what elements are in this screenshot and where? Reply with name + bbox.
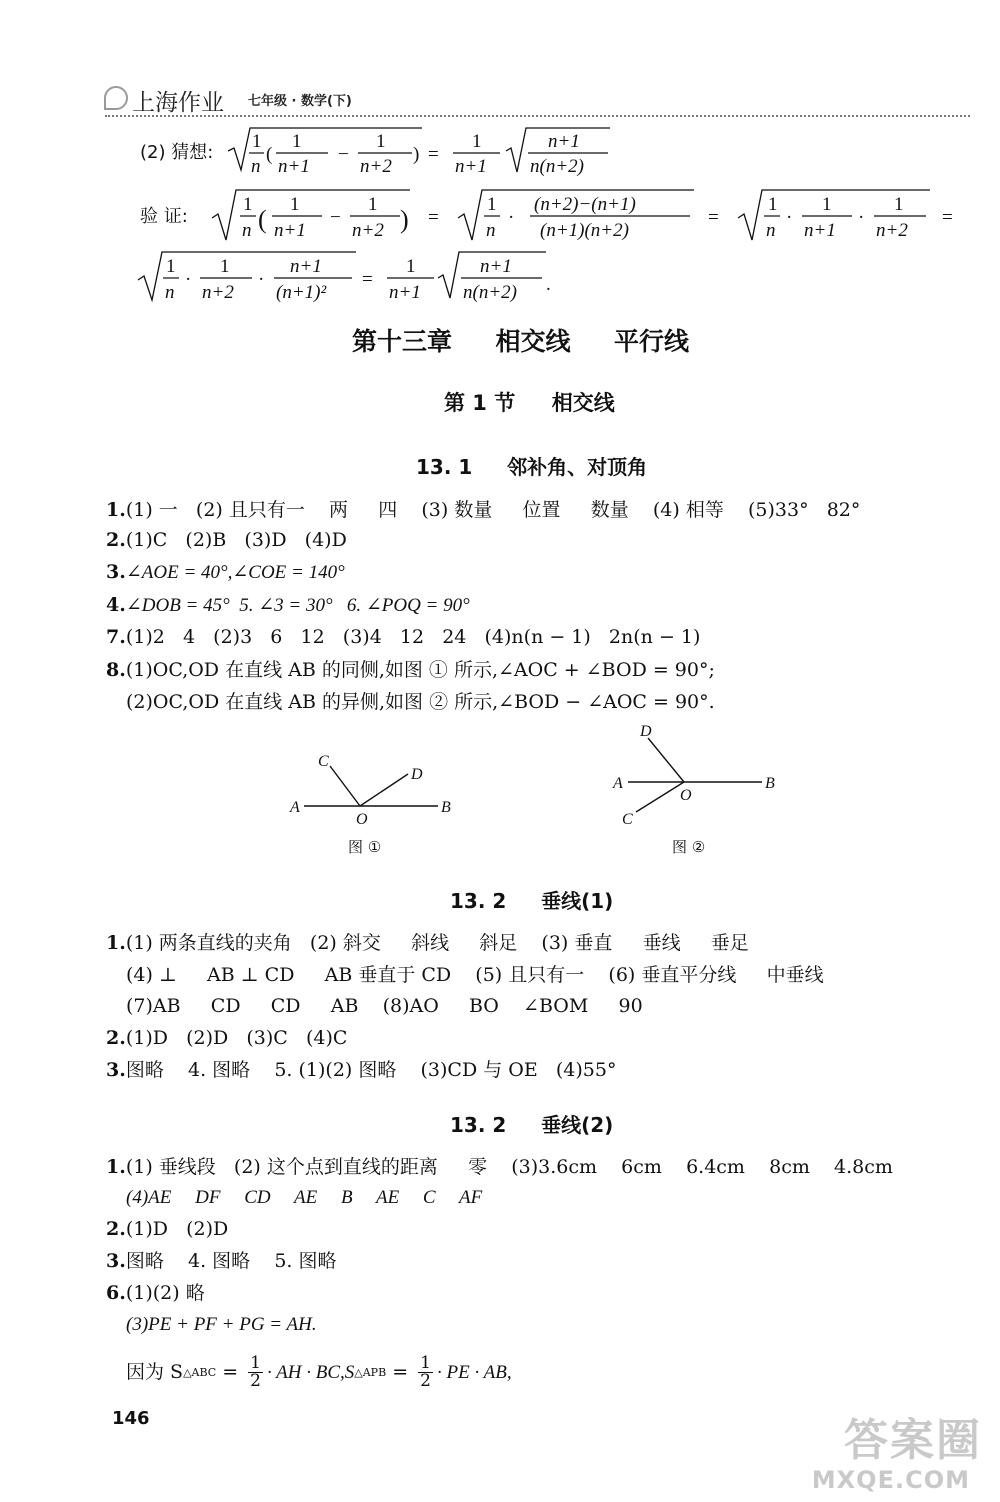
frac-num: 1	[252, 131, 262, 152]
answer-line	[106, 1029, 347, 1048]
expr-text: · AH · BC,S	[267, 1361, 355, 1383]
fig1-ray-oc	[330, 766, 360, 806]
answer-line	[106, 563, 345, 582]
dot-sign: ·	[508, 207, 515, 228]
frac-den: n+1	[804, 220, 836, 241]
answer-line-area	[126, 1350, 512, 1394]
equals-sign: =	[428, 207, 439, 228]
item-number: 6.	[106, 1282, 126, 1304]
frac-num: 1	[894, 194, 904, 215]
minus-sign: −	[330, 207, 341, 228]
period: .	[546, 274, 551, 295]
frac-num: 1	[166, 256, 176, 277]
dot-sign: ·	[185, 269, 192, 290]
equals-sign: =	[942, 207, 953, 228]
frac-den: n+2	[352, 220, 384, 241]
paren-close: )	[400, 205, 409, 234]
item-text: (1) 两条直线的夹角 (2) 斜交 斜线 斜足 (3) 垂直 垂线 垂足	[125, 932, 749, 954]
frac-num: 1	[420, 1352, 431, 1373]
frac-den: (n+1)²	[276, 282, 327, 303]
equals-sign: =	[362, 269, 373, 290]
answer-line	[106, 1158, 893, 1177]
item-text: (1) 一 (2) 且只有一 两 四 (3) 数量 位置 数量 (4) 相等 (5)33° 82°	[125, 499, 861, 521]
frac-num: 1	[822, 194, 832, 215]
item-text: (1)D (2)D	[125, 1218, 229, 1240]
frac-den: n	[486, 220, 496, 241]
frac-den: 2	[250, 1370, 261, 1391]
subscript: △ABC	[183, 1365, 217, 1379]
frac-num: 1	[376, 131, 386, 152]
fig1-caption: 图 ①	[348, 838, 382, 856]
answer-line	[126, 997, 643, 1016]
watermark-logo: 答案圈	[844, 1415, 982, 1466]
equals-sign: =	[428, 144, 439, 165]
fig1-label-d: D	[411, 766, 423, 783]
item-text: (1)D (2)D (3)C (4)C	[125, 1027, 348, 1049]
header-logo-text: 上海作业	[132, 90, 224, 116]
frac-den: n	[242, 220, 252, 241]
item-text: (1)C (2)B (3)D (4)D	[125, 529, 347, 551]
subsection-title-13-2-1: 13. 2 垂线(1)	[450, 889, 614, 913]
because-text: 因为 S	[126, 1360, 184, 1383]
frac-den: n+2	[876, 220, 908, 241]
answer-line	[106, 501, 860, 520]
answer-line	[106, 934, 749, 953]
item-number: 1.	[106, 1156, 126, 1178]
item-text: (4) ⊥ AB ⊥ CD AB 垂直于 CD (5) 且只有一 (6) 垂直平分线 中垂线	[126, 964, 824, 986]
fig2-ray-oc	[636, 782, 684, 812]
guess-label: (2) 猜想:	[140, 142, 214, 163]
frac-num: 1	[243, 194, 253, 215]
frac-den: n	[766, 220, 776, 241]
answer-line	[126, 693, 715, 712]
fig1-label-b: B	[441, 799, 451, 816]
frac-den: n+1	[389, 282, 421, 303]
item-number: 1.	[106, 932, 126, 954]
frac-num: 1	[406, 256, 416, 277]
answer-line	[106, 1061, 616, 1080]
item-number: 2.	[106, 1027, 126, 1049]
frac-den: n	[251, 156, 261, 177]
item-text: (7)AB CD CD AB (8)AO BO ∠BOM 90	[126, 995, 643, 1017]
answer-line	[106, 1252, 337, 1271]
frac-num: 1	[487, 194, 497, 215]
fig2-ray-od	[648, 738, 684, 782]
watermark-url: MXQE.COM	[811, 1466, 970, 1494]
fig2-label-a: A	[613, 775, 623, 792]
item-text: (3)PE + PF + PG = AH.	[126, 1314, 317, 1335]
item-text: ∠AOE = 40°,∠COE = 140°	[125, 562, 345, 583]
frac-num: 1	[472, 131, 482, 152]
frac-den: 2	[420, 1370, 431, 1391]
subsection-title-13-2-2: 13. 2 垂线(2)	[450, 1113, 614, 1137]
frac-num: 1	[768, 194, 778, 215]
item-text: 图略 4. 图略 5. (1)(2) 图略 (3)CD 与 OE (4)55°	[125, 1059, 617, 1081]
answer-line	[106, 661, 715, 680]
frac-num: 1	[290, 194, 300, 215]
eq-text: =	[216, 1360, 245, 1383]
frac-den: n+1	[455, 156, 487, 177]
frac-num: n+1	[480, 256, 512, 277]
item-text: ∠DOB = 45° 5. ∠3 = 30° 6. ∠POQ = 90°	[125, 595, 470, 616]
fig2-label-c: C	[622, 811, 633, 828]
answer-line	[106, 628, 700, 647]
answer-line	[106, 596, 470, 615]
item-text: (1) 垂线段 (2) 这个点到直线的距离 零 (3)3.6cm 6cm 6.4cm 8cm 4.8cm	[125, 1156, 893, 1178]
fig1-label-a: A	[290, 799, 300, 816]
answer-line	[126, 966, 824, 985]
answer-line	[126, 1315, 317, 1334]
answer-line	[106, 1220, 228, 1239]
item-text: 图略 4. 图略 5. 图略	[125, 1250, 337, 1272]
item-number: 2.	[106, 1218, 126, 1240]
fig2-label-o: O	[680, 787, 692, 804]
fig1-label-c: C	[318, 753, 329, 770]
section-title: 第 1 节 相交线	[444, 391, 615, 415]
frac-den: n+2	[360, 156, 392, 177]
frac-den: n(n+2)	[530, 156, 584, 177]
verify-label: 验 证:	[140, 206, 188, 227]
subsection-title-13-1: 13. 1 邻补角、对顶角	[416, 455, 648, 479]
fig1-label-o: O	[356, 811, 368, 828]
frac-den: (n+1)(n+2)	[540, 220, 629, 241]
paren-open: (	[266, 144, 273, 165]
eq-text: =	[386, 1360, 415, 1383]
paren-close: )	[413, 144, 420, 165]
header-subtitle: 七年级 · 数学(下)	[248, 94, 352, 109]
fig2-label-b: B	[765, 775, 775, 792]
frac-num: 1	[368, 194, 378, 215]
item-number: 8.	[106, 659, 126, 681]
item-text: (2)OC,OD 在直线 AB 的异侧,如图 ② 所示,∠BOD − ∠AOC = 90°.	[126, 691, 715, 713]
item-number: 2.	[106, 529, 126, 551]
fig2-label-d: D	[640, 723, 652, 740]
minus-sign: −	[338, 144, 349, 165]
expr-text: · PE · AB,	[436, 1361, 512, 1383]
page-number: 146	[112, 1408, 150, 1429]
item-number: 3.	[106, 561, 126, 583]
frac-den: n+2	[202, 282, 234, 303]
subscript: △APB	[354, 1365, 387, 1379]
formula-block	[0, 0, 1000, 320]
item-number: 1.	[106, 499, 126, 521]
frac-num: (n+2)−(n+1)	[534, 194, 636, 215]
frac-den: n+1	[274, 220, 306, 241]
dot-sign: ·	[786, 207, 793, 228]
answer-line	[126, 1188, 482, 1207]
frac-num: 1	[250, 1352, 261, 1373]
chapter-title: 第十三章 相交线 平行线	[352, 327, 690, 356]
frac-den: n+1	[278, 156, 310, 177]
answer-line	[106, 1284, 205, 1303]
frac-den: n	[165, 282, 175, 303]
dot-sign: ·	[858, 207, 865, 228]
frac-num: 1	[220, 256, 230, 277]
fig1-ray-od	[360, 774, 408, 806]
half-fraction	[248, 1352, 263, 1391]
item-text: (1)(2) 略	[125, 1282, 205, 1304]
item-number: 7.	[106, 626, 126, 648]
dot-sign: ·	[258, 269, 265, 290]
paren-open: (	[258, 205, 267, 234]
frac-num: 1	[292, 131, 302, 152]
item-number: 4.	[106, 594, 126, 616]
fig2-caption: 图 ②	[672, 838, 706, 856]
frac-den: n(n+2)	[463, 282, 517, 303]
frac-num: n+1	[548, 131, 580, 152]
item-number: 3.	[106, 1059, 126, 1081]
frac-num: n+1	[290, 256, 322, 277]
item-text: (4)AE DF CD AE B AE C AF	[126, 1187, 483, 1208]
answer-line	[106, 531, 347, 550]
item-text: (1)2 4 (2)3 6 12 (3)4 12 24 (4)n(n − 1) 2n(n − 1)	[125, 626, 701, 648]
equals-sign: =	[708, 207, 719, 228]
item-text: (1)OC,OD 在直线 AB 的同侧,如图 ① 所示,∠AOC + ∠BOD = 90°;	[125, 659, 715, 681]
item-number: 3.	[106, 1250, 126, 1272]
half-fraction	[418, 1352, 433, 1391]
